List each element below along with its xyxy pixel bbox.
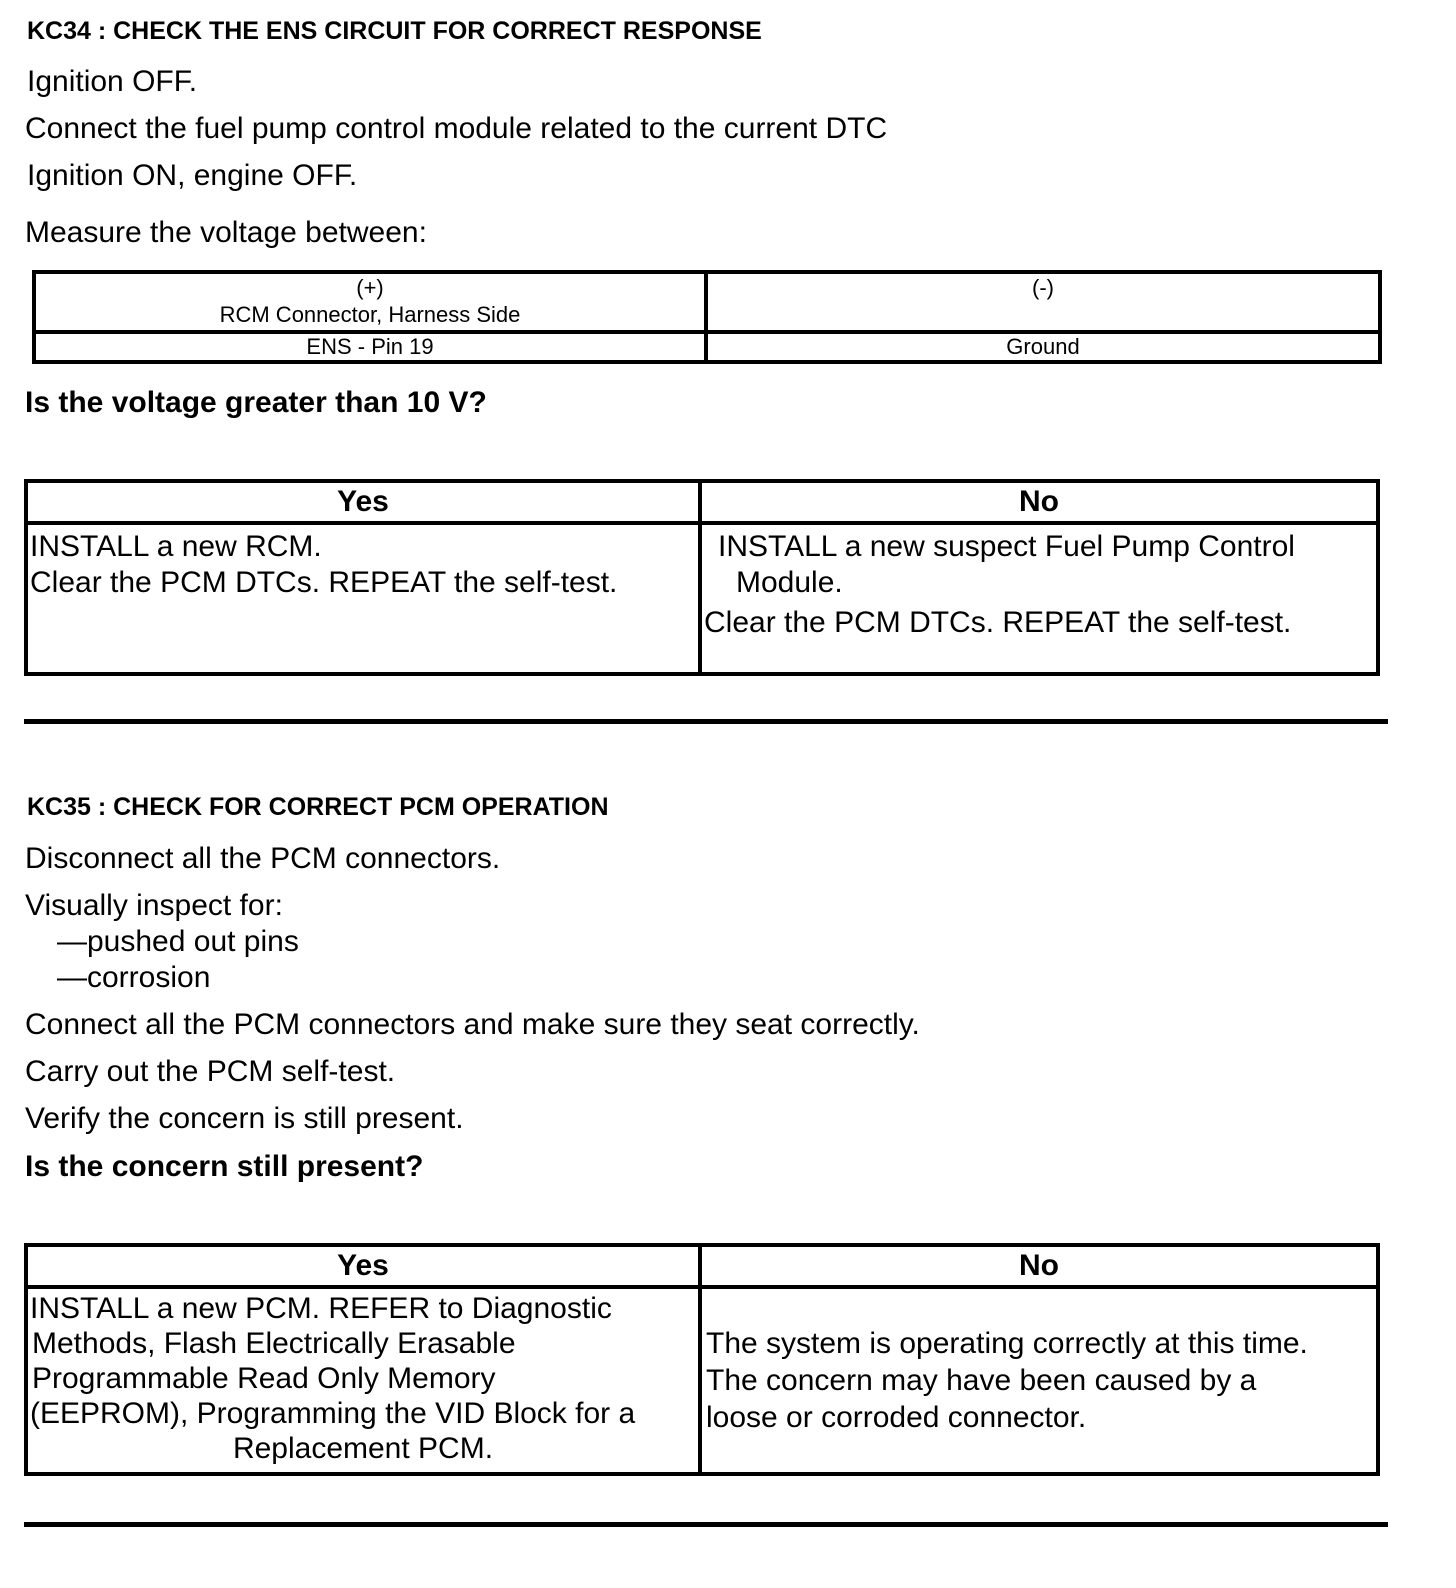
yes-line: INSTALL a new RCM. xyxy=(30,530,322,563)
kc35-inspect-item: —corrosion xyxy=(57,961,211,994)
result-header-row xyxy=(26,481,1378,523)
table-row xyxy=(34,332,1380,362)
kc34-step-1: Ignition OFF. xyxy=(27,65,198,98)
positive-label: RCM Connector, Harness Side xyxy=(219,302,521,327)
no-line: The concern may have been caused by a xyxy=(706,1364,1257,1397)
positive-lead-header xyxy=(34,272,706,332)
yes-header: Yes xyxy=(26,481,700,523)
negative-point: Ground xyxy=(706,332,1380,362)
yes-line: (EEPROM), Programming the VID Block for a xyxy=(30,1397,636,1430)
kc35-step-3: Connect all the PCM connectors and make sure they seat correctly. xyxy=(25,1008,920,1041)
kc34-question: Is the voltage greater than 10 V? xyxy=(25,386,487,419)
kc34-step-4: Measure the voltage between: xyxy=(25,216,427,249)
kc34-step-3: Ignition ON, engine OFF. xyxy=(27,159,358,192)
yes-action xyxy=(26,523,700,674)
result-row xyxy=(26,1287,1378,1474)
negative-lead-header xyxy=(706,272,1380,332)
no-header: No xyxy=(700,1245,1378,1287)
yes-header: Yes xyxy=(26,1245,700,1287)
yes-line: Programmable Read Only Memory xyxy=(32,1362,496,1395)
result-row xyxy=(26,523,1378,674)
kc35-inspect-item: —pushed out pins xyxy=(57,925,299,958)
kc35-step-5: Verify the concern is still present. xyxy=(25,1102,464,1135)
positive-point: ENS - Pin 19 xyxy=(34,332,706,362)
measurement-table xyxy=(32,270,1382,364)
yes-line: INSTALL a new PCM. REFER to Diagnostic xyxy=(30,1292,612,1325)
kc35-result-table xyxy=(24,1243,1380,1476)
kc34-step-2: Connect the fuel pump control module related to the current DTC xyxy=(25,112,888,145)
result-header-row xyxy=(26,1245,1378,1287)
yes-action xyxy=(26,1287,700,1474)
kc35-question: Is the concern still present? xyxy=(25,1150,424,1183)
yes-line: Methods, Flash Electrically Erasable xyxy=(32,1327,516,1360)
yes-line: Clear the PCM DTCs. REPEAT the self-test. xyxy=(30,566,618,599)
positive-sign: (+) xyxy=(356,275,384,300)
negative-sign: (-) xyxy=(1032,275,1054,300)
no-line: Module. xyxy=(736,566,843,599)
no-header: No xyxy=(700,481,1378,523)
no-line: loose or corroded connector. xyxy=(706,1401,1087,1434)
no-line: INSTALL a new suspect Fuel Pump Control xyxy=(718,530,1295,563)
section-divider xyxy=(24,1522,1388,1527)
kc35-step-2: Visually inspect for: xyxy=(25,889,283,922)
yes-line: Replacement PCM. xyxy=(232,1432,494,1465)
kc35-step-1: Disconnect all the PCM connectors. xyxy=(25,842,501,875)
no-line: The system is operating correctly at this time. xyxy=(706,1327,1308,1360)
kc34-result-table xyxy=(24,479,1380,676)
no-line: Clear the PCM DTCs. REPEAT the self-test. xyxy=(704,606,1292,639)
kc34-heading: KC34 : CHECK THE ENS CIRCUIT FOR CORRECT RESPONSE xyxy=(27,17,762,45)
measurement-header-row xyxy=(34,272,1380,332)
no-action xyxy=(700,523,1378,674)
kc35-heading: KC35 : CHECK FOR CORRECT PCM OPERATION xyxy=(27,793,609,821)
no-action xyxy=(700,1287,1378,1474)
section-divider xyxy=(24,719,1388,724)
kc35-step-4: Carry out the PCM self-test. xyxy=(25,1055,396,1088)
